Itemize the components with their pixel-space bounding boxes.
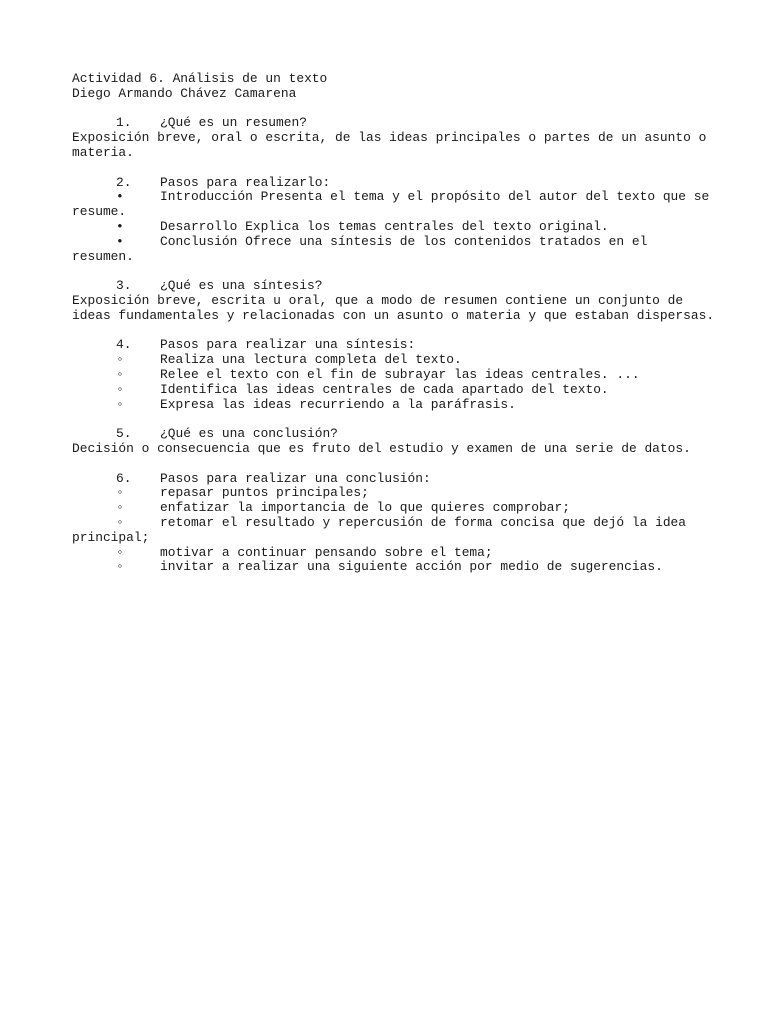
list-item-text: Introducción Presenta el tema y el propósito del autor del texto que se [160,189,710,205]
section-6-heading-row [72,472,712,487]
circle-bullet-icon: ◦ [116,514,124,530]
document-author: Diego Armando Chávez Camarena [72,85,297,101]
circle-bullet-icon: ◦ [116,559,124,575]
section-1-question: ¿Qué es un resumen? [160,115,307,131]
list-item-text: Expresa las ideas recurriendo a la paráfrasis. [160,396,516,412]
circle-bullet-icon: ◦ [116,500,124,516]
list-item-text: Identifica las ideas centrales de cada apartado del texto. [160,381,609,397]
list-item [72,546,712,561]
list-item [72,501,712,516]
list-item-text: Conclusión Ofrece una síntesis de los contenidos tratados en el [160,233,648,249]
list-item-text: invitar a realizar una siguiente acción por medio de sugerencias. [160,559,663,575]
list-item [72,220,712,235]
list-item-text: motivar a continuar pensando sobre el tema; [160,544,493,560]
list-item [72,560,712,575]
section-3-number: 3. [116,278,132,294]
section-5-question: ¿Qué es una conclusión? [160,426,338,442]
circle-bullet-icon: ◦ [116,396,124,412]
circle-bullet-icon: ◦ [116,366,124,382]
document-title: Actividad 6. Análisis de un texto [72,71,328,86]
section-5-question-row [72,427,712,442]
section-1-number: 1. [116,115,132,131]
list-item-continuation: resume. [72,204,127,220]
list-item-continuation: resumen. [72,248,134,264]
list-item [72,353,712,368]
list-item-text: Realiza una lectura completa del texto. [160,352,462,368]
section-4-number: 4. [116,337,132,353]
section-2-heading-row [72,176,712,191]
document-page [72,71,715,575]
list-item [72,190,712,205]
list-item-text: retomar el resultado y repercusión de forma concisa que dejó la idea [160,514,687,530]
circle-bullet-icon: ◦ [116,352,124,368]
section-1-question-row [72,116,712,131]
list-item-text: enfatizar la importancia de lo que quieres comprobar; [160,500,570,516]
list-item-text: Desarrollo Explica los temas centrales del texto original. [160,218,609,234]
list-item-text: repasar puntos principales; [160,485,369,501]
list-item [72,368,712,383]
section-6-heading: Pasos para realizar una conclusión: [160,470,431,486]
list-item [72,486,712,501]
section-5-number: 5. [116,426,132,442]
section-3-answer-line-1: Exposición breve, escrita u oral, que a modo de resumen contiene un conjunto de [72,292,684,308]
list-item [72,398,712,413]
circle-bullet-icon: ◦ [116,381,124,397]
bullet-icon: • [116,218,124,234]
section-2-heading: Pasos para realizarlo: [160,174,331,190]
section-2-number: 2. [116,174,132,190]
section-1-answer-line-1: Exposición breve, oral o escrita, de las ideas principales o partes de un asunto o [72,130,707,146]
section-4-heading-row [72,338,712,353]
bullet-icon: • [116,189,124,205]
list-item [72,235,712,250]
section-1-answer-line-2: materia. [72,144,134,160]
section-4-heading: Pasos para realizar una síntesis: [160,337,416,353]
section-6-number: 6. [116,470,132,486]
section-5-answer-line-1: Decisión o consecuencia que es fruto del estudio y examen de una serie de datos. [72,440,691,456]
section-3-question-row [72,279,712,294]
circle-bullet-icon: ◦ [116,544,124,560]
list-item-continuation: principal; [72,529,150,545]
bullet-icon: • [116,233,124,249]
list-item [72,383,712,398]
list-item-text: Relee el texto con el fin de subrayar las ideas centrales. ... [160,366,640,382]
section-3-answer-line-2: ideas fundamentales y relacionadas con un asunto o materia y que estaban dispersas. [72,307,715,323]
list-item [72,516,712,531]
section-3-question: ¿Qué es una síntesis? [160,278,323,294]
circle-bullet-icon: ◦ [116,485,124,501]
